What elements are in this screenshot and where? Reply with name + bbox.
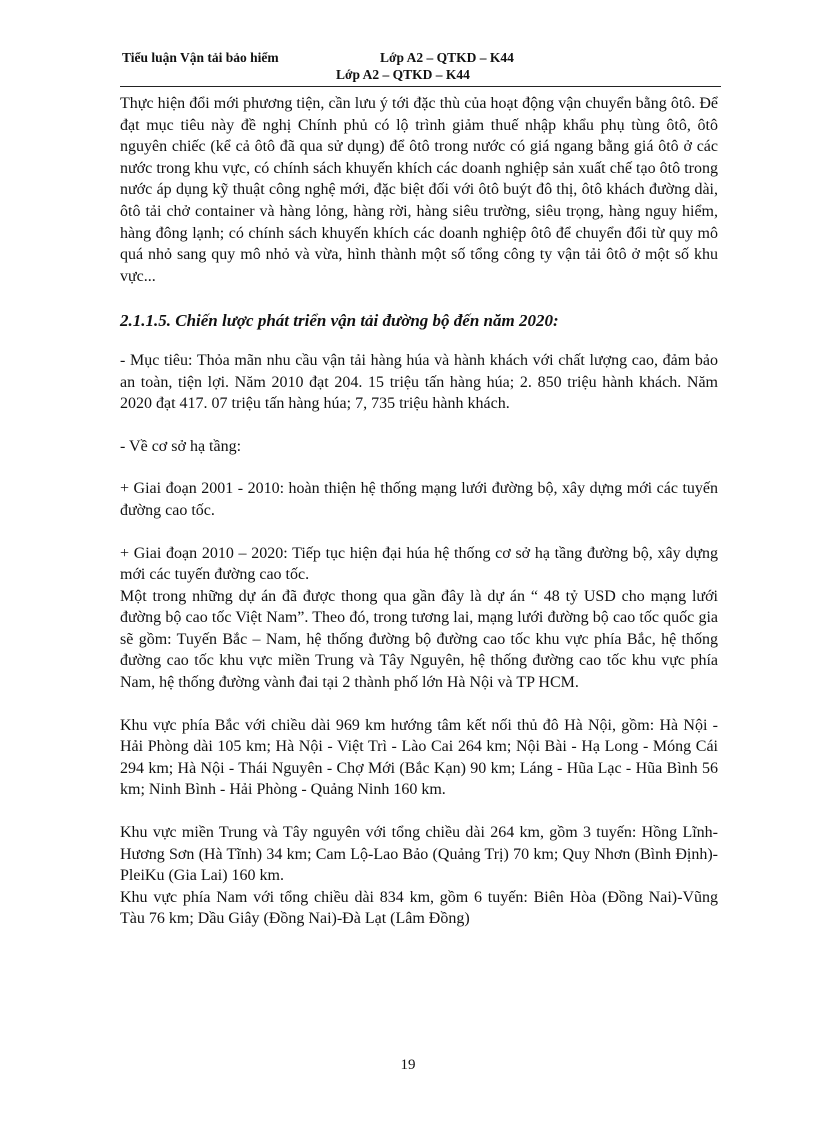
header-title: Tiểu luận Vận tải bảo hiểm xyxy=(122,50,279,65)
paragraph-phase-2001-2010: + Giai đoạn 2001 - 2010: hoàn thiện hệ thống mạng lưới đường bộ, xây dựng mới các tuyến đường cao tốc. xyxy=(120,480,718,519)
section-heading: 2.1.1.5. Chiến lược phát triển vận tải đường bộ đến năm 2020: xyxy=(120,311,559,331)
header-class-repeat: Lớp A2 – QTKD – K44 xyxy=(336,67,470,82)
header-rule xyxy=(120,86,721,87)
paragraph-vehicle-renewal: Thực hiện đổi mới phương tiện, cần lưu ý tới đặc thù của hoạt động vận chuyển bằng ôtô. Để đạt mục tiêu này đề nghị Chính phủ có lộ trình giảm thuế nhập khẩu phụ tùng ôtô, ôtô nguyên chiếc (kể cả ôtô đã qua sử dụng) để ôtô trong nước có giá ngang bằng giá ôtô ở các nước trong khu vực, có chính sách khuyến khích các doanh nghiệp sản xuất chế tạo ôtô trong nước áp dụng kỹ thuật công nghệ mới, đặc biệt đối với ôtô buýt đô thị, ôtô khách đường dài, ôtô tải chở container và hàng lỏng, hàng rời, hàng siêu trường, siêu trọng, hàng nguy hiểm, hàng đông lạnh; có chính sách khuyến khích các doanh nghiệp ôtô để chuyển đổi từ quy mô quá nhỏ sang quy mô nhỏ và vừa, hình thành một số tổng công ty vận tải ôtô ở một số khu vực... xyxy=(120,95,718,285)
document-body xyxy=(120,93,718,930)
header-class: Lớp A2 – QTKD – K44 xyxy=(380,50,514,65)
page-number: 19 xyxy=(400,1057,416,1073)
paragraph-infrastructure: - Về cơ sở hạ tầng: xyxy=(120,437,242,455)
paragraph-objective: - Mục tiêu: Thỏa mãn nhu cầu vận tải hàng húa và hành khách với chất lượng cao, đảm bảo an toàn, tiện lợi. Năm 2010 đạt 204. 15 triệu tấn hàng húa; 2. 850 triệu hành khách. Năm 2020 đạt 417. 07 triệu tấn hàng húa; 7, 735 triệu hành khách. xyxy=(120,351,718,413)
paragraph-expressway-project: Một trong những dự án đã được thong qua gần đây là dự án “ 48 tỷ USD cho mạng lưới đường bộ cao tốc Việt Nam”. Theo đó, trong tương lai, mạng lưới đường bộ cao tốc quốc gia sẽ gồm: Tuyến Bắc – Nam, hệ thống đường bộ đường cao tốc khu vực phía Bắc, hệ thống đường cao tốc khu vực miền Trung và Tây Nguyên, hệ thống đường cao tốc khu vực phía Nam, hệ thống đường vành đai tại 2 thành phố lớn Hà Nội và TP HCM. xyxy=(120,587,718,692)
paragraph-south-region: Khu vực phía Nam với tổng chiều dài 834 km, gồm 6 tuyến: Biên Hòa (Đồng Nai)-Vũng Tàu 76 km; Dầu Giây (Đồng Nai)-Đà Lạt (Lâm Đồng) xyxy=(120,888,718,928)
paragraph-central-region: Khu vực miền Trung và Tây nguyên với tổng chiều dài 264 km, gồm 3 tuyến: Hồng Lĩnh-Hương Sơn (Hà Tĩnh) 34 km; Cam Lộ-Lao Bảo (Quảng Trị) 70 km; Quy Nhơn (Bình Định)-PleiKu (Gia Lai) 160 km. xyxy=(120,824,718,885)
paragraph-phase-2010-2020: + Giai đoạn 2010 – 2020: Tiếp tục hiện đại húa hệ thống cơ sở hạ tầng đường bộ, xây dựng mới các tuyến đường cao tốc. xyxy=(120,544,718,584)
paragraph-north-region: Khu vực phía Bắc với chiều dài 969 km hướng tâm kết nối thủ đô Hà Nội, gồm: Hà Nội - Hải Phòng dài 105 km; Hà Nội - Việt Trì - Lào Cai 264 km; Nội Bài - Hạ Long - Móng Cái 294 km; Hà Nội - Thái Nguyên - Chợ Mới (Bắc Kạn) 90 km; Láng - Hũa Lạc - Hũa Bình 56 km; Ninh Bình - Hải Phòng - Quảng Ninh 160 km. xyxy=(120,716,718,799)
